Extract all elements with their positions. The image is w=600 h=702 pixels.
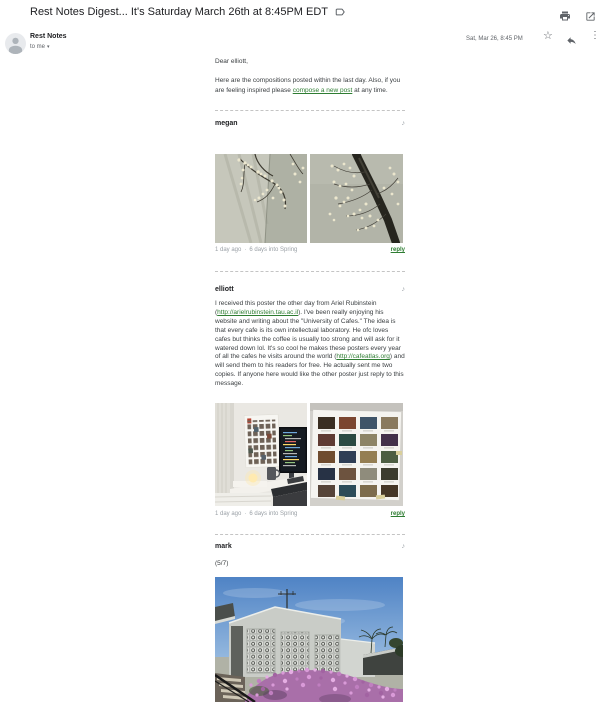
reply-link[interactable]: reply bbox=[390, 511, 405, 517]
label-icon bbox=[335, 7, 345, 17]
note-icon: ♪ bbox=[401, 120, 405, 127]
sender-name: Rest Notes bbox=[30, 33, 67, 40]
post-images-elliott bbox=[215, 403, 405, 506]
post-header-mark bbox=[215, 543, 405, 550]
caption-season: 6 days into Spring bbox=[249, 247, 298, 253]
author-name: megan bbox=[215, 120, 238, 127]
reply-button[interactable] bbox=[566, 33, 577, 51]
blossom-branches-on-wall-photo bbox=[215, 154, 307, 243]
subject-text: Rest Notes Digest... It's Saturday March 26th at 8:45PM EDT bbox=[30, 6, 328, 18]
author-name: elliott bbox=[215, 286, 234, 293]
print-button[interactable] bbox=[557, 8, 573, 24]
note-icon: ♪ bbox=[401, 543, 405, 550]
post-header-elliott bbox=[215, 286, 405, 293]
star-icon: ☆ bbox=[543, 30, 553, 42]
greeting-text: Dear elliott, bbox=[215, 58, 248, 65]
chevron-down-icon: ▾ bbox=[47, 44, 50, 50]
post-text-part: ) and will send them to his readers for free. He actually sent me two copies. If anyone here would like the other poster just reply to this message. bbox=[215, 353, 405, 388]
post-images-megan bbox=[215, 154, 405, 243]
arielrubinstein-link[interactable]: http://arielrubinstein.tau.ac.il bbox=[217, 308, 299, 316]
print-icon bbox=[559, 10, 571, 22]
more-options-button[interactable] bbox=[590, 31, 600, 41]
section-divider bbox=[215, 271, 405, 272]
caption-separator: · bbox=[244, 511, 247, 517]
desk-with-poster-photo bbox=[215, 403, 307, 506]
caption-time: 1 day ago bbox=[215, 511, 242, 517]
post-text-part: I received this poster the other day from Ariel Rubinstein ( bbox=[215, 300, 377, 316]
post-header-megan bbox=[215, 120, 405, 127]
person-icon bbox=[5, 33, 26, 54]
section-divider bbox=[215, 110, 405, 111]
reply-arrow-icon bbox=[566, 35, 577, 46]
star-button[interactable] bbox=[543, 31, 553, 42]
reply-link[interactable]: reply bbox=[390, 247, 405, 253]
avatar bbox=[5, 33, 26, 54]
email-subject bbox=[30, 6, 345, 18]
compose-new-post-link[interactable]: compose a new post bbox=[292, 87, 353, 94]
more-vert-icon: ⋮ bbox=[590, 30, 600, 41]
caption-time: 1 day ago bbox=[215, 247, 242, 253]
post-caption-elliott bbox=[215, 511, 405, 517]
breeze-block-building-photo bbox=[215, 577, 403, 702]
author-name: mark bbox=[215, 543, 232, 550]
to-me-label: to me bbox=[30, 44, 46, 50]
intro-text-after: at any time. bbox=[352, 87, 388, 94]
post-text-part: ). I've been really enjoying his website and writing about the "University of Cafes." The idea is that every cafe is its own intellectual laboratory. He ofc loves cafes but thinks the coffee is usually too strong and will ask for it watered down lol. It's so cool he makes these posters every year of all the cafes he visits around the world ( bbox=[215, 308, 401, 361]
caption-text bbox=[215, 247, 300, 253]
message-date: Sat, Mar 26, 8:45 PM bbox=[466, 36, 523, 42]
open-in-new-icon bbox=[585, 11, 596, 22]
open-in-new-button[interactable] bbox=[582, 8, 598, 24]
post-caption-megan bbox=[215, 247, 405, 253]
caption-text bbox=[215, 511, 300, 517]
caption-separator: · bbox=[244, 247, 247, 253]
photo-count: (5/7) bbox=[215, 560, 229, 567]
post-image-mark bbox=[215, 577, 405, 702]
intro-text-before: Here are the compositions posted within the last day. Also, if you are feeling inspired please bbox=[215, 77, 401, 94]
cafe-poster-closeup-photo bbox=[310, 403, 403, 506]
caption-season: 6 days into Spring bbox=[249, 511, 298, 517]
intro-paragraph bbox=[215, 76, 405, 96]
to-me-toggle[interactable] bbox=[30, 44, 50, 50]
note-icon: ♪ bbox=[401, 286, 405, 293]
blossom-branch-closeup-photo bbox=[310, 154, 403, 243]
cafeatlas-link[interactable]: http://cafeatlas.org bbox=[336, 353, 390, 361]
post-text-elliott bbox=[215, 300, 405, 389]
section-divider bbox=[215, 534, 405, 535]
